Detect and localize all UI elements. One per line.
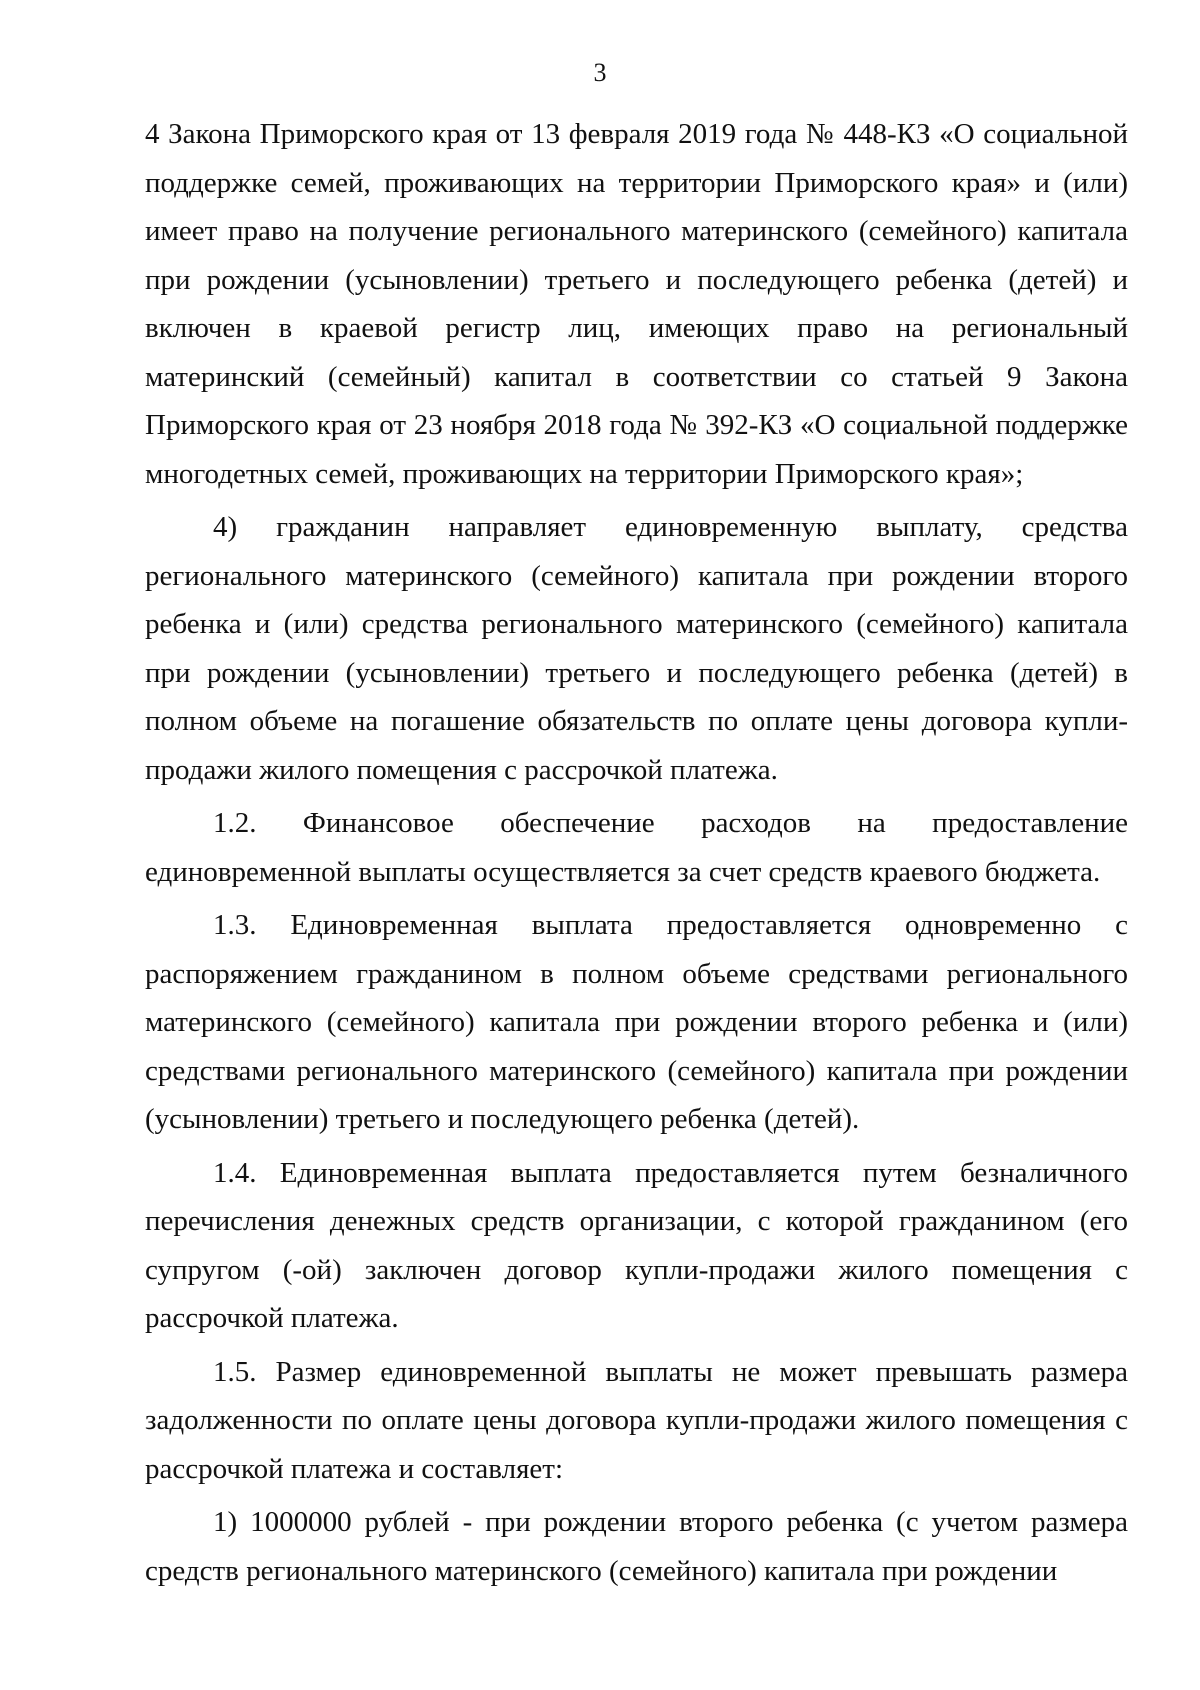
paragraph-1-2: 1.2. Финансовое обеспечение расходов на предоставление единовременной выплаты осуществляется за счет средств краевого бюджета.	[145, 807, 1128, 888]
paragraph-1-3: 1.3. Единовременная выплата предоставляется одновременно с распоряжением гражданином в полном объеме средствами регионального материнского (семейного) капитала при рождении второго ребенка и (или) средствами регионального материнского (семейного) капитала при рождении (усыновлении) третьего и последующего ребенка (детей).	[145, 909, 1128, 1135]
paragraph-continuation: 4 Закона Приморского края от 13 февраля 2019 года № 448-КЗ «О социальной поддержке семей, проживающих на территории Приморского края» и (или) имеет право на получение регионального материнского (семейного) капитала при рождении (усыновлении) третьего и последующего ребенка (детей) и включен в краевой регистр лиц, имеющих право на региональный материнский (семейный) капитал в соответствии со статьей 9 Закона Приморского края от 23 ноября 2018 года № 392-КЗ «О социальной поддержке многодетных семей, проживающих на территории Приморского края»;	[145, 118, 1128, 490]
paragraph-1-4: 1.4. Единовременная выплата предоставляется путем безналичного перечисления денежных средств организации, с которой гражданином (его супругом (-ой) заключен договор купли-продажи жилого помещения с рассрочкой платежа.	[145, 1156, 1128, 1334]
paragraph-1-5-item-1: 1) 1000000 рублей - при рождении второго ребенка (с учетом размера средств регионального материнского (семейного) капитала при рождении	[145, 1506, 1128, 1587]
page-number: 3	[593, 58, 607, 87]
document-body	[145, 110, 1128, 1600]
paragraph-item-4: 4) гражданин направляет единовременную выплату, средства регионального материнского (семейного) капитала при рождении второго ребенка и (или) средства регионального материнского (семейного) капитала при рождении (усыновлении) третьего и последующего ребенка (детей) в полном объеме на погашение обязательств по оплате цены договора купли-продажи жилого помещения с рассрочкой платежа.	[145, 511, 1128, 786]
paragraph-1-5: 1.5. Размер единовременной выплаты не может превышать размера задолженности по оплате цены договора купли-продажи жилого помещения с рассрочкой платежа и составляет:	[145, 1355, 1128, 1485]
